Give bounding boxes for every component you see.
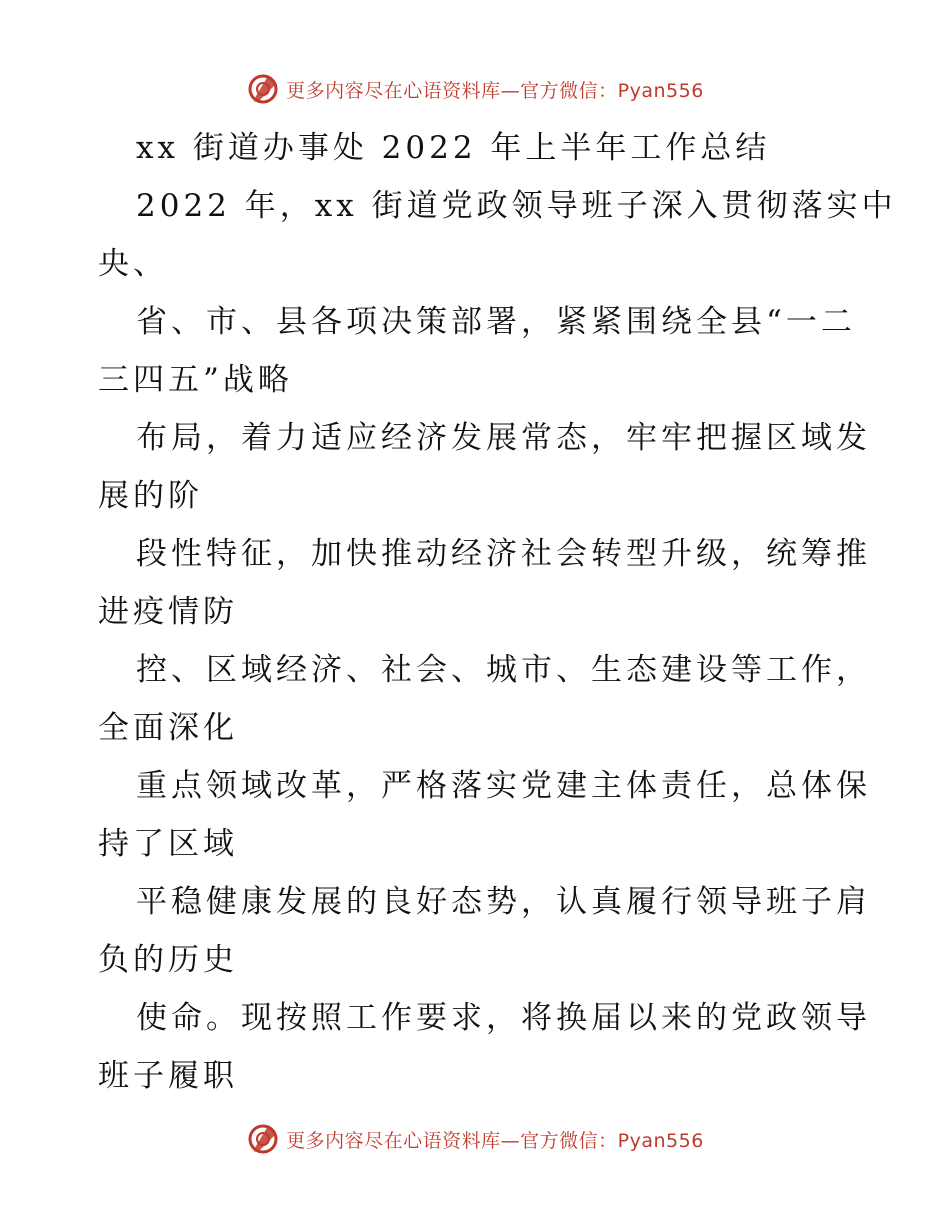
paragraph-line: 班子履职 xyxy=(98,1058,238,1094)
paragraph-line: 段性特征，加快推动经济社会转型升级，统筹推 xyxy=(136,536,871,572)
header-watermark-banner xyxy=(0,72,950,106)
paragraph-line: 持了区域 xyxy=(98,826,238,862)
paragraph-line: 省、市、县各项决策部署，紧紧围绕全县“一二 xyxy=(136,304,856,340)
red-pen-circle-logo-icon xyxy=(246,1122,280,1156)
paragraph-line: 重点领域改革，严格落实党建主体责任，总体保 xyxy=(136,768,871,804)
paragraph-line: 进疫情防 xyxy=(98,594,238,630)
paragraph-line: 央、 xyxy=(98,246,168,282)
paragraph-line: 2022 年，xx 街道党政领导班子深入贯彻落实中 xyxy=(136,188,897,224)
footer-watermark-banner xyxy=(0,1122,950,1156)
paragraph-line: 展的阶 xyxy=(98,478,203,514)
paragraph-line: 平稳健康发展的良好态势，认真履行领导班子肩 xyxy=(136,884,871,920)
red-pen-circle-logo-icon xyxy=(246,72,280,106)
paragraph-line: 布局，着力适应经济发展常态，牢牢把握区域发 xyxy=(136,420,871,456)
paragraph-line: 负的历史 xyxy=(98,942,238,978)
footer-watermark-text: 更多内容尽在心语资料库—官方微信：Pyan556 xyxy=(286,1129,704,1152)
paragraph-line: 使命。现按照工作要求，将换届以来的党政领导 xyxy=(136,1000,871,1036)
paragraph-line: 三四五”战略 xyxy=(98,362,293,398)
document-title: xx 街道办事处 2022 年上半年工作总结 xyxy=(136,130,771,166)
paragraph-line: 控、区域经济、社会、城市、生态建设等工作， xyxy=(136,652,871,688)
header-watermark-text: 更多内容尽在心语资料库—官方微信：Pyan556 xyxy=(286,79,704,102)
paragraph-line: 全面深化 xyxy=(98,710,238,746)
